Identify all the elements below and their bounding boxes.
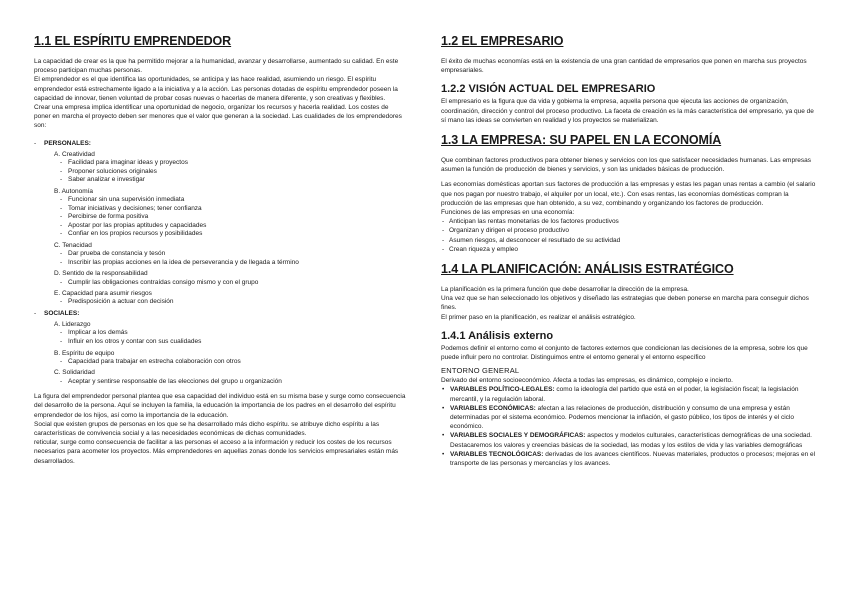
variable-label: VARIABLES ECONÓMICAS: — [450, 404, 536, 412]
list-item-text: Percibirse de forma positiva — [68, 213, 149, 221]
list-item-text: Confiar en los propios recursos y posibilidades — [68, 230, 203, 238]
list-item-text: Predisposición a actuar con decisión — [68, 298, 174, 306]
dash-marker: - — [60, 377, 63, 385]
section-title-1-4: 1.4 LA PLANIFICACIÓN: ANÁLISIS ESTRATÉGICO — [441, 262, 734, 277]
section-1-4-1-text: Podemos definir el entorno como el conjunto de factores externos que condicionan las decisiones de la empresa, sobre los que puede influir pero no controlar. Distinguimos entre el entorno general y el entorno específico — [441, 344, 808, 362]
dash-marker: - — [60, 159, 63, 167]
section-title-1-1: 1.1 EL ESPÍRITU EMPRENDEDOR — [34, 34, 232, 48]
list-item-text: Aceptar y sentirse responsable de las elecciones del grupo u organización — [68, 377, 282, 385]
variable-item — [441, 431, 816, 449]
section-1-4-line-1: La planificación es la primera función que debe desarrollar la dirección de la empresa. — [441, 286, 689, 294]
entorno-general-heading: ENTORNO GENERAL — [441, 366, 520, 376]
dash-marker: - — [60, 357, 63, 365]
section-title-1-3: 1.3 LA EMPRESA: SU PAPEL EN LA ECONOMÍA — [441, 133, 722, 148]
list-item-text: Cumplir las obligaciones contraídas consigo mismo y con el grupo — [68, 278, 259, 286]
list-item — [60, 230, 406, 239]
quality-group-label: D. Sentido de la responsabilidad — [54, 270, 148, 278]
section-1-4-line-3: El primer paso en la planificación, es realizar el análisis estratégico. — [441, 313, 636, 321]
dash-marker: - — [60, 196, 63, 204]
section-title-1-2-2: 1.2.2 VISIÓN ACTUAL DEL EMPRESARIO — [441, 83, 656, 96]
variable-text: derivadas de los avances científicos. Nuevas materiales, productos o procesos; mejoras en el transporte de las personas y mercancías y los avances. — [450, 450, 816, 468]
dash-marker: - — [60, 258, 63, 266]
list-item — [60, 279, 406, 288]
list-item: - Anticipan las rentas monetarias de los factores productivos — [441, 217, 816, 226]
list-item-text: Funcionar sin una supervisión inmediata — [68, 196, 185, 204]
list-item: - Organizan y dirigen el proceso productivo — [441, 226, 816, 235]
list-item-text: Tomar iniciativas y decisiones; tener confianza — [68, 204, 202, 212]
list-item: - Asumen riesgos, al desconocer el resultado de su actividad — [441, 236, 816, 245]
intro-paragraph-1: La capacidad de crear es la que ha permitido mejorar a la humanidad, avanzar y desarrollarse, aumentado su calidad. En este proceso participan muchas personas. — [34, 58, 399, 75]
category-heading — [34, 139, 406, 148]
list-item-text: Dar prueba de constancia y tesón — [68, 250, 166, 258]
list-item-text: Influir en los otros y contar con sus cualidades — [68, 337, 202, 345]
quality-group-label: E. Capacidad para asumir riesgos — [54, 290, 152, 298]
section-1-2-text: El éxito de muchas economías está en la existencia de una gran cantidad de empresarios que ponen en marcha sus proyectos empresariales. — [441, 58, 807, 75]
quality-group-label: C. Solidaridad — [54, 369, 95, 377]
section-1-4-line-2: Una vez que se han seleccionado los objetivos y diseñado las estrategias que deben ponerse en marcha para conseguir dichos fines. — [441, 295, 809, 312]
intro-paragraph-3: Crear una empresa implica identificar una oportunidad de negocio, organizar los recursos y hacerla realidad. Los costes de poner en marcha el proyecto deben ser menores que el valor que generan a la sociedad. Las cualidades de los emprendedores son: — [34, 104, 402, 130]
quality-group-label: C. Tenacidad — [54, 241, 92, 249]
variable-item — [441, 385, 816, 403]
variable-item — [441, 404, 816, 432]
section-1-3-lead: Funciones de las empresas en una economía: — [441, 209, 575, 217]
list-item — [60, 222, 406, 231]
list-item-text: Inscribir las propias acciones en la idea de perseverancia y de llegada a término — [68, 258, 299, 266]
intro-paragraph-2: El emprendedor es el que identifica las oportunidades, se anticipa y las hace realidad, asumiendo un riesgo. El espíritu emprendedor está estrechamente ligado a la iniciativa y a la acción. Las personas dotadas de espíritu emprendedor poseen la capacidad de innovar, tienen voluntad de probar cosas nuevas o hacerlas de manera diferente, y son creativas y flexibles. — [34, 76, 398, 102]
list-item — [60, 168, 406, 177]
category-heading — [34, 309, 406, 318]
list-item — [60, 159, 406, 168]
list-item: - Crean riqueza y empleo — [441, 245, 816, 254]
list-item — [60, 329, 406, 338]
company-functions-list — [441, 217, 816, 254]
quality-group-label: B. Autonomía — [54, 187, 94, 195]
section-title-1-4-1: 1.4.1 Análisis externo — [441, 329, 554, 342]
dash-marker: - — [34, 139, 37, 147]
entorno-general-text: Derivado del entorno socioeconómico. Afecta a todas las empresas, es dinámico, complejo e incierto. — [441, 377, 733, 385]
quality-group-label: B. Espíritu de equipo — [54, 349, 115, 357]
section-title-1-2: 1.2 EL EMPRESARIO — [441, 34, 564, 48]
dash-marker: - — [60, 176, 63, 184]
list-item — [60, 259, 406, 268]
section-1-2-2-text: El empresario es la figura que da vida y gobierna la empresa, aquella persona que ejecuta las acciones de organización, coordinación, dirección y control del proceso productivo. La faceta de creación es la más característica del empresario, ya que de sí mano las ideas se convierten en realidad y los proyectos se materializan. — [441, 98, 814, 124]
dash-marker: - — [60, 221, 63, 229]
left-column — [34, 34, 406, 466]
list-item-text: Saber analizar e investigar — [68, 176, 145, 184]
section-1-3-paragraph-2: Las economías domésticas aportan sus factores de producción a las empresas y estas les pagan unas rentas a cambio (el salario que nos pagan por nuestro trabajo, el alquiler por un local, etc.). Con esas rentas, las economías domésticas compran la producción de las empresas que han obtenido, a su vez, combinando y organizando los factores de producción. — [441, 181, 816, 207]
dash-marker: - — [60, 167, 63, 175]
variable-text: como la ideología del partido que está en el poder, la legislación fiscal; la legislación mercantil, y la regulación laboral. — [450, 386, 799, 403]
section-1-3-paragraph-1: Que combinan factores productivos para obtener bienes y servicios con los que satisfacer necesidades humanas. Las empresas asumen la función de producción de bienes y servicios, y son las unidades básicas de producción. — [441, 157, 811, 174]
list-item-text: Apostar por las propias aptitudes y capacidades — [68, 221, 207, 229]
list-item-text: Proponer soluciones originales — [68, 167, 157, 175]
variable-label: VARIABLES TECNOLÓGICAS: — [450, 450, 544, 458]
list-item — [60, 250, 406, 259]
dash-marker: - — [60, 250, 63, 258]
category-label: SOCIALES: — [44, 309, 80, 317]
dash-marker: - — [60, 329, 63, 337]
closing-paragraph-1: La figura del emprendedor personal plantea que esa capacidad del individuo está en su misma base y surge como consecuencia del desarrollo de la persona. Aquí se incluyen la familia, la educación la importancia de los padres en el desarrollo del espíritu emprendedor de los hijos, así como la importancia de la educación. — [34, 393, 406, 419]
dash-marker: - — [60, 230, 63, 238]
list-item — [60, 298, 406, 307]
dash-marker: - — [34, 309, 37, 317]
dash-marker: - — [60, 337, 63, 345]
qualities-list — [34, 139, 406, 387]
list-item — [60, 213, 406, 222]
list-item — [60, 378, 406, 387]
list-item — [60, 358, 406, 367]
closing-paragraph-3: reticular, surge como consecuencia de facilitar a las personas el acceso a la información y reducir los costes de los recursos necesarios para acometer los proyectos. Más emprendedores en aquellas zonas donde los servicios empresariales están más desarrollados. — [34, 439, 399, 465]
right-column — [441, 34, 816, 468]
dash-marker: - — [60, 298, 63, 306]
variable-label: VARIABLES POLÍTICO-LEGALES: — [450, 386, 555, 394]
list-item — [60, 196, 406, 205]
dash-marker: - — [60, 278, 63, 286]
list-item — [60, 338, 406, 347]
variables-list — [441, 385, 816, 468]
dash-marker: - — [60, 204, 63, 212]
variable-text: aspectos y modelos culturales, características demográficas de una sociedad. Destacaremos los valores y creencias básicas de la sociedad, las modas y los estilos de vida y las variables demográficas — [450, 432, 812, 449]
category-label: PERSONALES: — [44, 139, 91, 147]
quality-group-label: A. Liderazgo — [54, 321, 91, 329]
variable-item — [441, 450, 816, 468]
quality-group-label: A. Creatividad — [54, 150, 95, 158]
list-item — [60, 176, 406, 185]
variable-text: afectan a las relaciones de producción, distribución y consumo de una empresa y están determinadas por el sistema económico. Podemos mencionar la inflación, el gasto público, los tipos de interés y el ciclo económico. — [450, 404, 794, 431]
list-item-text: Facilidad para imaginar ideas y proyectos — [68, 159, 188, 167]
dash-marker: - — [60, 213, 63, 221]
list-item-text: Capacidad para trabajar en estrecha colaboración con otros — [68, 357, 241, 365]
variable-label: VARIABLES SOCIALES Y DEMOGRÁFICAS: — [450, 432, 586, 440]
list-item-text: Implicar a los demás — [68, 329, 128, 337]
closing-paragraph-2: Social que existen grupos de personas en los que se ha desarrollado más dicho espíritu. se atribuye dicho espíritu a las características de convivencia social y a las necesidades económicas de dichas comunidades. — [34, 420, 380, 437]
list-item — [60, 205, 406, 214]
